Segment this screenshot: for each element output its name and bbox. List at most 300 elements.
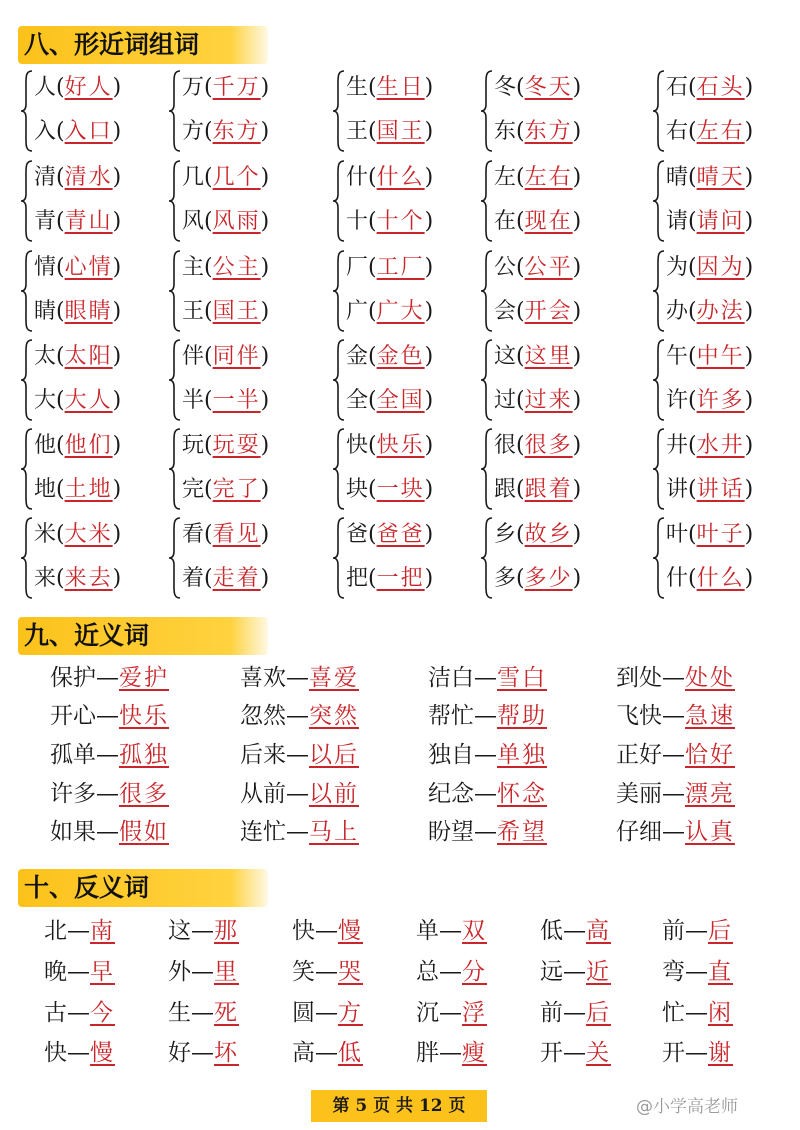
open-paren: ( <box>688 209 697 234</box>
dash: — <box>286 742 309 768</box>
dash: — <box>439 1000 462 1026</box>
base-char: 什 <box>346 165 369 190</box>
close-paren: ) <box>744 344 754 369</box>
antonym-word: 生 <box>168 1000 191 1026</box>
close-paren: ) <box>260 388 270 413</box>
answer-word: 讲话 <box>696 477 745 502</box>
word-line <box>666 381 753 421</box>
answer-word: 现在 <box>524 209 573 234</box>
antonym-pair <box>662 1035 733 1071</box>
answer-word: 完了 <box>212 477 261 502</box>
close-paren: ) <box>572 344 582 369</box>
synonym-word: 喜欢 <box>240 665 286 691</box>
base-char: 着 <box>182 566 205 591</box>
base-char: 午 <box>666 344 689 369</box>
section-title-9: 九、近义词 <box>18 617 268 655</box>
word-pair <box>168 515 318 603</box>
open-paren: ( <box>516 255 525 280</box>
word-line <box>34 337 121 377</box>
base-char: 米 <box>34 522 57 547</box>
answer-word: 多少 <box>524 566 573 591</box>
answer-word: 眼睛 <box>64 299 113 324</box>
antonym-word: 笑 <box>292 959 315 985</box>
dash: — <box>67 959 90 985</box>
synonym-word: 盼望 <box>428 819 474 845</box>
antonym-answer: 近 <box>586 959 611 985</box>
answer-word: 请问 <box>696 209 745 234</box>
dash: — <box>685 918 708 944</box>
word-line <box>34 112 121 152</box>
word-line <box>182 426 269 466</box>
close-paren: ) <box>744 433 754 458</box>
answer-word: 心情 <box>64 255 113 280</box>
dash: — <box>563 1000 586 1026</box>
open-paren: ( <box>516 299 525 324</box>
dash: — <box>96 665 119 691</box>
word-pair <box>168 426 318 514</box>
synonym-pair <box>428 737 547 773</box>
answer-word: 金色 <box>376 344 425 369</box>
open-paren: ( <box>368 344 377 369</box>
answer-word: 快乐 <box>376 433 425 458</box>
dash: — <box>474 703 497 729</box>
antonym-pair <box>168 954 239 990</box>
antonym-word: 古 <box>44 1000 67 1026</box>
antonym-pair <box>292 1035 363 1071</box>
base-char: 在 <box>494 209 517 234</box>
dash: — <box>315 959 338 985</box>
antonym-pair <box>416 1035 487 1071</box>
synonym-answer: 快乐 <box>119 703 169 729</box>
base-char: 入 <box>34 119 57 144</box>
open-paren: ( <box>56 255 65 280</box>
synonym-pair <box>50 814 169 850</box>
antonym-answer: 后 <box>708 918 733 944</box>
open-paren: ( <box>204 522 213 547</box>
base-char: 半 <box>182 388 205 413</box>
brace-icon <box>168 160 182 242</box>
open-paren: ( <box>204 388 213 413</box>
close-paren: ) <box>260 299 270 324</box>
answer-word: 走着 <box>212 566 261 591</box>
open-paren: ( <box>368 255 377 280</box>
answer-word: 办法 <box>696 299 745 324</box>
antonym-pair <box>168 913 239 949</box>
dash: — <box>96 703 119 729</box>
dash: — <box>191 1040 214 1066</box>
synonym-pair <box>50 776 169 812</box>
base-char: 王 <box>346 119 369 144</box>
antonym-word: 低 <box>540 918 563 944</box>
dash: — <box>439 918 462 944</box>
close-paren: ) <box>572 75 582 100</box>
base-char: 冬 <box>494 75 517 100</box>
antonym-word: 远 <box>540 959 563 985</box>
word-pair <box>480 337 630 425</box>
dash: — <box>563 918 586 944</box>
answer-word: 太阳 <box>64 344 113 369</box>
close-paren: ) <box>260 566 270 591</box>
open-paren: ( <box>516 75 525 100</box>
answer-word: 清水 <box>64 165 113 190</box>
open-paren: ( <box>368 119 377 144</box>
word-line <box>182 292 269 332</box>
open-paren: ( <box>688 165 697 190</box>
answer-word: 土地 <box>64 477 113 502</box>
synonym-answer: 喜爱 <box>309 665 359 691</box>
word-line <box>666 112 753 152</box>
brace-icon <box>480 428 494 510</box>
synonym-answer: 以后 <box>309 742 359 768</box>
word-line <box>666 202 753 242</box>
synonym-answer: 处处 <box>685 665 735 691</box>
word-line <box>494 470 581 510</box>
answer-word: 一半 <box>212 388 261 413</box>
antonym-word: 外 <box>168 959 191 985</box>
word-line <box>182 515 269 555</box>
antonym-word: 弯 <box>662 959 685 985</box>
synonym-answer: 帮助 <box>497 703 547 729</box>
open-paren: ( <box>56 119 65 144</box>
base-char: 完 <box>182 477 205 502</box>
close-paren: ) <box>744 75 754 100</box>
open-paren: ( <box>516 165 525 190</box>
word-line <box>34 559 121 599</box>
close-paren: ) <box>572 165 582 190</box>
open-paren: ( <box>688 433 697 458</box>
brace-icon <box>20 339 34 421</box>
word-pair <box>20 337 170 425</box>
antonym-pair <box>416 954 487 990</box>
dash: — <box>662 742 685 768</box>
open-paren: ( <box>56 477 65 502</box>
open-paren: ( <box>688 566 697 591</box>
dash: — <box>662 781 685 807</box>
base-char: 左 <box>494 165 517 190</box>
synonym-answer: 突然 <box>309 703 359 729</box>
antonym-answer: 瘦 <box>462 1040 487 1066</box>
brace-icon <box>168 428 182 510</box>
base-char: 广 <box>346 299 369 324</box>
synonym-pair <box>240 776 359 812</box>
base-char: 石 <box>666 75 689 100</box>
open-paren: ( <box>56 344 65 369</box>
word-pair <box>168 337 318 425</box>
synonym-word: 许多 <box>50 781 96 807</box>
antonym-pair <box>44 995 115 1031</box>
antonym-answer: 关 <box>586 1040 611 1066</box>
answer-word: 看见 <box>212 522 261 547</box>
synonym-answer: 很多 <box>119 781 169 807</box>
answer-word: 国王 <box>212 299 261 324</box>
synonym-word: 忽然 <box>240 703 286 729</box>
dash: — <box>439 1040 462 1066</box>
antonym-word: 这 <box>168 918 191 944</box>
base-char: 请 <box>666 209 689 234</box>
word-line <box>494 68 581 108</box>
brace-icon <box>652 517 666 599</box>
word-line <box>494 158 581 198</box>
answer-word: 晴天 <box>696 165 745 190</box>
answer-word: 同伴 <box>212 344 261 369</box>
word-pair <box>20 248 170 336</box>
dash: — <box>286 781 309 807</box>
close-paren: ) <box>424 119 434 144</box>
word-line <box>494 426 581 466</box>
synonym-pair <box>240 698 359 734</box>
answer-word: 青山 <box>64 209 113 234</box>
synonym-answer: 以前 <box>309 781 359 807</box>
synonym-answer: 爱护 <box>119 665 169 691</box>
open-paren: ( <box>368 477 377 502</box>
page-number: 第 5 页 共 12 页 <box>311 1090 487 1122</box>
synonym-pair <box>616 776 735 812</box>
dash: — <box>439 959 462 985</box>
open-paren: ( <box>688 75 697 100</box>
word-pair <box>480 68 630 156</box>
open-paren: ( <box>368 75 377 100</box>
antonym-pair <box>662 913 733 949</box>
word-pair <box>332 515 482 603</box>
close-paren: ) <box>744 299 754 324</box>
open-paren: ( <box>204 477 213 502</box>
antonym-answer: 那 <box>214 918 239 944</box>
close-paren: ) <box>424 477 434 502</box>
antonym-answer: 慢 <box>90 1040 115 1066</box>
open-paren: ( <box>56 299 65 324</box>
word-line <box>182 68 269 108</box>
open-paren: ( <box>368 209 377 234</box>
dash: — <box>191 959 214 985</box>
synonym-answer: 认真 <box>685 819 735 845</box>
brace-icon <box>20 250 34 332</box>
open-paren: ( <box>368 388 377 413</box>
word-line <box>346 470 433 510</box>
dash: — <box>67 1040 90 1066</box>
base-char: 叶 <box>666 522 689 547</box>
brace-icon <box>20 160 34 242</box>
close-paren: ) <box>260 522 270 547</box>
answer-word: 一块 <box>376 477 425 502</box>
open-paren: ( <box>56 209 65 234</box>
antonym-answer: 方 <box>338 1000 363 1026</box>
base-char: 东 <box>494 119 517 144</box>
base-char: 过 <box>494 388 517 413</box>
antonym-answer: 直 <box>708 959 733 985</box>
brace-icon <box>332 339 346 421</box>
close-paren: ) <box>424 566 434 591</box>
answer-word: 几个 <box>212 165 261 190</box>
word-pair <box>652 248 800 336</box>
dash: — <box>563 1040 586 1066</box>
synonym-pair <box>428 698 547 734</box>
base-char: 王 <box>182 299 205 324</box>
word-line <box>666 559 753 599</box>
antonym-word: 开 <box>662 1040 685 1066</box>
synonym-pair <box>428 660 547 696</box>
section-title-8: 八、形近词组词 <box>18 26 268 64</box>
dash: — <box>474 665 497 691</box>
synonym-answer: 马上 <box>309 819 359 845</box>
watermark: @小学高老师 <box>636 1097 738 1117</box>
close-paren: ) <box>572 299 582 324</box>
close-paren: ) <box>112 344 122 369</box>
word-line <box>346 292 433 332</box>
open-paren: ( <box>688 522 697 547</box>
dash: — <box>286 703 309 729</box>
base-char: 把 <box>346 566 369 591</box>
brace-icon <box>480 517 494 599</box>
word-line <box>346 112 433 152</box>
open-paren: ( <box>688 299 697 324</box>
answer-word: 石头 <box>696 75 745 100</box>
word-line <box>182 559 269 599</box>
synonym-answer: 漂亮 <box>685 781 735 807</box>
word-line <box>666 68 753 108</box>
open-paren: ( <box>516 209 525 234</box>
dash: — <box>67 1000 90 1026</box>
base-char: 他 <box>34 433 57 458</box>
close-paren: ) <box>424 75 434 100</box>
antonym-pair <box>44 913 115 949</box>
base-char: 快 <box>346 433 369 458</box>
word-pair <box>168 158 318 246</box>
dash: — <box>474 819 497 845</box>
word-line <box>666 158 753 198</box>
dash: — <box>662 665 685 691</box>
synonym-pair <box>428 814 547 850</box>
base-char: 睛 <box>34 299 57 324</box>
brace-icon <box>480 160 494 242</box>
open-paren: ( <box>516 477 525 502</box>
dash: — <box>685 959 708 985</box>
answer-word: 广大 <box>376 299 425 324</box>
close-paren: ) <box>744 388 754 413</box>
antonym-answer: 闲 <box>708 1000 733 1026</box>
open-paren: ( <box>56 433 65 458</box>
antonym-answer: 分 <box>462 959 487 985</box>
antonym-pair <box>416 913 487 949</box>
antonym-answer: 浮 <box>462 1000 487 1026</box>
word-pair <box>480 158 630 246</box>
word-pair <box>652 68 800 156</box>
close-paren: ) <box>572 388 582 413</box>
word-line <box>182 202 269 242</box>
synonym-answer: 恰好 <box>685 742 735 768</box>
word-line <box>346 426 433 466</box>
antonym-word: 总 <box>416 959 439 985</box>
close-paren: ) <box>112 255 122 280</box>
answer-word: 十个 <box>376 209 425 234</box>
base-char: 几 <box>182 165 205 190</box>
answer-word: 大米 <box>64 522 113 547</box>
antonym-pair <box>416 995 487 1031</box>
open-paren: ( <box>56 165 65 190</box>
synonym-pair <box>240 660 359 696</box>
antonym-word: 忙 <box>662 1000 685 1026</box>
close-paren: ) <box>572 433 582 458</box>
close-paren: ) <box>112 522 122 547</box>
close-paren: ) <box>112 165 122 190</box>
base-char: 地 <box>34 477 57 502</box>
close-paren: ) <box>260 119 270 144</box>
word-line <box>34 158 121 198</box>
synonym-answer: 单独 <box>497 742 547 768</box>
antonym-answer: 南 <box>90 918 115 944</box>
answer-word: 全国 <box>376 388 425 413</box>
answer-word: 很多 <box>524 433 573 458</box>
antonym-answer: 谢 <box>708 1040 733 1066</box>
synonym-word: 孤单 <box>50 742 96 768</box>
dash: — <box>662 703 685 729</box>
answer-word: 东方 <box>524 119 573 144</box>
close-paren: ) <box>424 388 434 413</box>
word-pair <box>20 426 170 514</box>
synonym-pair <box>240 737 359 773</box>
close-paren: ) <box>260 477 270 502</box>
base-char: 全 <box>346 388 369 413</box>
antonym-word: 单 <box>416 918 439 944</box>
word-pair <box>20 68 170 156</box>
answer-word: 叶子 <box>696 522 745 547</box>
base-char: 什 <box>666 566 689 591</box>
synonym-answer: 雪白 <box>497 665 547 691</box>
antonym-pair <box>540 913 611 949</box>
brace-icon <box>652 339 666 421</box>
close-paren: ) <box>744 477 754 502</box>
base-char: 乡 <box>494 522 517 547</box>
brace-icon <box>20 517 34 599</box>
base-char: 玩 <box>182 433 205 458</box>
close-paren: ) <box>112 299 122 324</box>
answer-word: 跟着 <box>524 477 573 502</box>
word-line <box>34 202 121 242</box>
close-paren: ) <box>744 255 754 280</box>
base-char: 多 <box>494 566 517 591</box>
answer-word: 千万 <box>212 75 261 100</box>
antonym-pair <box>44 1035 115 1071</box>
word-pair <box>480 426 630 514</box>
synonym-word: 开心 <box>50 703 96 729</box>
base-char: 十 <box>346 209 369 234</box>
word-line <box>494 515 581 555</box>
open-paren: ( <box>688 388 697 413</box>
answer-word: 好人 <box>64 75 113 100</box>
close-paren: ) <box>260 344 270 369</box>
answer-word: 来去 <box>64 566 113 591</box>
word-line <box>666 292 753 332</box>
close-paren: ) <box>572 209 582 234</box>
brace-icon <box>168 517 182 599</box>
answer-word: 国王 <box>376 119 425 144</box>
brace-icon <box>20 70 34 152</box>
word-line <box>666 337 753 377</box>
open-paren: ( <box>516 566 525 591</box>
base-char: 右 <box>666 119 689 144</box>
word-pair <box>168 68 318 156</box>
word-line <box>182 158 269 198</box>
antonym-word: 沉 <box>416 1000 439 1026</box>
base-char: 跟 <box>494 477 517 502</box>
base-char: 大 <box>34 388 57 413</box>
answer-word: 生日 <box>376 75 425 100</box>
open-paren: ( <box>56 75 65 100</box>
antonym-word: 北 <box>44 918 67 944</box>
antonym-pair <box>292 995 363 1031</box>
antonym-answer: 高 <box>586 918 611 944</box>
open-paren: ( <box>368 522 377 547</box>
word-pair <box>168 248 318 336</box>
